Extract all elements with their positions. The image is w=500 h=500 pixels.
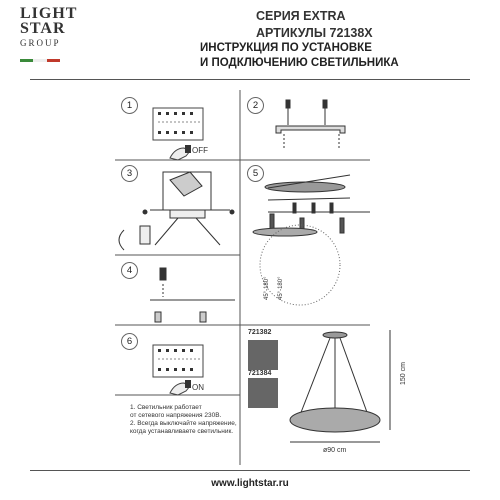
step-number-6: 6 [121,333,138,350]
height-label: 150 cm [400,362,407,385]
model-label-1: 721382 [248,329,272,336]
step-4-panel [150,268,235,322]
step-number-2: 2 [247,97,264,114]
switch-on-label: ON [192,383,204,392]
step-number-5: 5 [247,165,264,182]
step-2-panel [276,100,345,150]
title-line-1: ИНСТРУКЦИЯ ПО УСТАНОВКЕ [200,42,372,54]
step-3-panel [119,172,234,250]
logo-line-3: GROUP [20,38,61,48]
angle-label-2: 45°-180° [278,276,284,300]
model-label-2: 721384 [248,370,272,377]
switch-off-label: OFF [192,146,208,155]
diameter-label: ø90 cm [323,447,347,454]
step-5-panel [253,175,370,305]
note-2-line-1: 2. Всегда выключайте напряжение, [130,420,237,427]
note-1-line-1: 1. Светильник работает [130,404,202,411]
series-label: СЕРИЯ EXTRA [256,9,346,23]
safety-notes [130,404,265,436]
note-1-line-2: от сетевого напряжения 230В. [130,412,222,419]
logo-line-1: LIGHT [20,5,78,22]
title-line-2: И ПОДКЛЮЧЕНИЮ СВЕТИЛЬНИКА [200,57,399,69]
note-2-line-2: когда устанавливаете светильник. [130,428,234,435]
step-number-3: 3 [121,165,138,182]
logo-line-2: STAR [20,20,66,37]
chandelier-drawing [290,330,390,442]
step-number-1: 1 [121,97,138,114]
articles-label: АРТИКУЛЫ 72138X [256,26,373,40]
angle-label-1: 45°-180° [264,276,270,300]
website-link[interactable]: www.lightstar.ru [211,478,289,489]
step-number-4: 4 [121,262,138,279]
